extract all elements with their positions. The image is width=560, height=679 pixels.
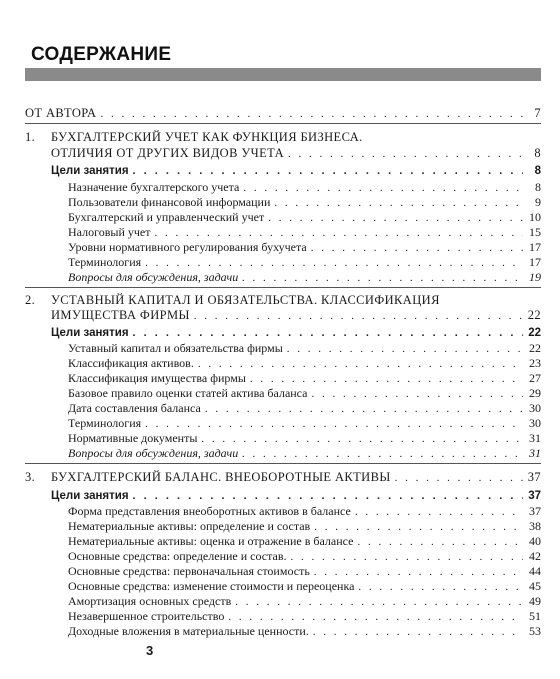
chapter-title-line1: БУХГАЛТЕРСКИЙ УЧЕТ КАК ФУНКЦИЯ БИЗНЕСА. xyxy=(51,130,363,144)
leader-dots xyxy=(314,565,523,579)
toc-page-number: 22 xyxy=(528,327,541,339)
goals-label: Цели занятия xyxy=(51,165,129,177)
toc-item-label: Вопросы для обсуждения, задачи xyxy=(68,270,239,284)
toc-item[interactable] xyxy=(68,210,541,225)
toc-page-number: 29 xyxy=(529,386,541,400)
toc-item[interactable] xyxy=(68,356,541,371)
toc-page-number: 22 xyxy=(529,341,541,355)
toc-page-number: 42 xyxy=(529,549,541,563)
leader-dots xyxy=(243,181,523,195)
toc-item-label: Налоговый учет xyxy=(68,225,151,239)
leader-dots xyxy=(198,357,523,371)
toc-item[interactable] xyxy=(68,534,541,549)
toc-item-label: Нематериальные активы: оценка и отражение в балансе xyxy=(68,534,354,548)
toc-item-label: Вопросы для обсуждения, задачи xyxy=(68,446,239,460)
toc-item[interactable] xyxy=(68,504,541,519)
leader-dots xyxy=(205,402,523,416)
toc-item[interactable] xyxy=(68,371,541,386)
toc-item-label: Пользователи финансовой информации xyxy=(68,195,271,209)
toc-item[interactable] xyxy=(68,564,541,579)
toc-item-label: Бухгалтерский и управленческий учет xyxy=(68,210,265,224)
toc-page-number: 27 xyxy=(529,371,541,385)
toc-page-number: 23 xyxy=(529,356,541,370)
toc-page-number: 31 xyxy=(529,446,541,460)
toc-item[interactable] xyxy=(68,609,541,624)
chapter-title-line2: ОТЛИЧИЯ ОТ ДРУГИХ ВИДОВ УЧЕТА xyxy=(51,146,284,160)
toc-chapter-2-line1[interactable] xyxy=(25,293,541,307)
toc-page-number: 17 xyxy=(529,255,541,269)
toc-item[interactable] xyxy=(68,270,541,285)
leader-dots xyxy=(194,309,523,323)
leader-dots xyxy=(357,535,523,549)
toc-chapter-1-line1[interactable] xyxy=(25,130,541,144)
toc-item[interactable] xyxy=(68,446,541,461)
toc-page-number: 49 xyxy=(529,594,541,608)
leader-dots xyxy=(228,610,523,624)
leader-dots xyxy=(355,505,523,519)
toc-goals[interactable] xyxy=(51,326,541,340)
leader-dots xyxy=(274,196,523,210)
leader-dots xyxy=(100,107,523,121)
leader-dots xyxy=(288,147,523,161)
toc-item[interactable] xyxy=(68,386,541,401)
toc-item[interactable] xyxy=(68,195,541,210)
toc-item-label: Уставный капитал и обязательства фирмы xyxy=(68,341,283,355)
toc-item[interactable] xyxy=(68,401,541,416)
toc-goals[interactable] xyxy=(51,164,541,178)
toc-page-number: 37 xyxy=(527,470,541,484)
leader-dots xyxy=(133,489,523,503)
chapter-title-line1: УСТАВНЫЙ КАПИТАЛ И ОБЯЗАТЕЛЬСТВА. КЛАССИФИКАЦИЯ xyxy=(51,293,440,307)
toc-item[interactable] xyxy=(68,549,541,564)
toc-page-number: 53 xyxy=(529,624,541,638)
leader-dots xyxy=(395,471,523,485)
section-divider xyxy=(25,287,541,288)
chapter-title-line1: БУХГАЛТЕРСКИЙ БАЛАНС. ВНЕОБОРОТНЫЕ АКТИВЫ xyxy=(51,470,391,484)
toc-chapter-3[interactable] xyxy=(25,470,541,485)
section-divider xyxy=(25,463,541,464)
toc-page-number: 17 xyxy=(529,240,541,254)
toc-item-label: Основные средства: изменение стоимости и переоценка xyxy=(68,579,355,593)
toc-page-number: 37 xyxy=(528,490,541,502)
toc-page-number: 30 xyxy=(529,416,541,430)
toc-item-label: Доходные вложения в материальные ценности. xyxy=(68,624,309,638)
toc-item[interactable] xyxy=(68,594,541,609)
toc-entry-label: ОТ АВТОРА xyxy=(25,106,97,120)
leader-dots xyxy=(145,256,523,270)
toc-page-number: 8 xyxy=(534,165,541,177)
leader-dots xyxy=(314,520,523,534)
toc-item-label: Нормативные документы xyxy=(68,431,198,445)
page-title: СОДЕРЖАНИЕ xyxy=(31,44,172,65)
chapter-number: 3. xyxy=(25,470,36,484)
toc-page-number: 22 xyxy=(527,308,541,322)
leader-dots xyxy=(201,432,523,446)
goals-label: Цели занятия xyxy=(51,490,129,502)
toc-chapter-2-line2[interactable] xyxy=(51,308,541,323)
leader-dots xyxy=(145,417,523,431)
leader-dots xyxy=(358,580,523,594)
leader-dots xyxy=(133,326,523,340)
chapter-title-line2: ИМУЩЕСТВА ФИРМЫ xyxy=(51,308,190,322)
toc-page-number: 7 xyxy=(534,106,541,120)
toc-item[interactable] xyxy=(68,624,541,639)
toc-page-number: 9 xyxy=(535,195,541,209)
goals-label: Цели занятия xyxy=(51,327,129,339)
chapter-number: 2. xyxy=(25,293,36,307)
leader-dots xyxy=(250,372,523,386)
toc-page-number: 38 xyxy=(529,519,541,533)
toc-item[interactable] xyxy=(68,416,541,431)
toc-item-label: Амортизация основных средств xyxy=(68,594,232,608)
toc-page-number: 31 xyxy=(529,431,541,445)
toc-item-label: Терминология xyxy=(68,255,142,269)
leader-dots xyxy=(313,625,523,639)
toc-item[interactable] xyxy=(68,180,541,195)
toc-item-label: Основные средства: первоначальная стоимость xyxy=(68,564,310,578)
toc-item[interactable] xyxy=(68,255,541,270)
toc-item[interactable] xyxy=(68,240,541,255)
leader-dots xyxy=(133,164,523,178)
page-number-footer: 3 xyxy=(146,643,154,658)
leader-dots xyxy=(235,595,523,609)
toc-item-label: Терминология xyxy=(68,416,142,430)
leader-dots xyxy=(287,342,523,356)
chapter-number: 1. xyxy=(25,130,36,144)
toc-page-number: 40 xyxy=(529,534,541,548)
leader-dots xyxy=(291,550,524,564)
toc-page-number: 44 xyxy=(529,564,541,578)
toc-item-label: Базовое правило оценки статей актива баланса xyxy=(68,386,308,400)
toc-item[interactable] xyxy=(68,431,541,446)
toc-page-number: 10 xyxy=(529,210,541,224)
toc-page-number: 8 xyxy=(535,180,541,194)
toc-item-label: Классификация активов. xyxy=(68,356,194,370)
toc-page-number: 19 xyxy=(529,270,541,284)
toc-item-label: Форма представления внеоборотных активов в балансе xyxy=(68,504,351,518)
toc-item-label: Основные средства: определение и состав. xyxy=(68,549,287,563)
toc-page-number: 45 xyxy=(529,579,541,593)
toc-entry-intro[interactable] xyxy=(25,106,541,121)
toc-item-label: Классификация имущества фирмы xyxy=(68,371,246,385)
leader-dots xyxy=(311,387,523,401)
toc-item-label: Назначение бухгалтерского учета xyxy=(68,180,240,194)
toc-item[interactable] xyxy=(68,519,541,534)
toc-item[interactable] xyxy=(68,579,541,594)
toc-chapter-1-line2[interactable] xyxy=(51,146,541,161)
toc-page-number: 30 xyxy=(529,401,541,415)
toc-item-label: Незавершенное строительство xyxy=(68,609,225,623)
leader-dots xyxy=(268,211,523,225)
toc-page-number: 15 xyxy=(529,225,541,239)
toc-goals[interactable] xyxy=(51,489,541,503)
leader-dots xyxy=(242,447,523,461)
toc-page-number: 51 xyxy=(529,609,541,623)
leader-dots xyxy=(154,226,523,240)
toc-item-label: Нематериальные активы: определение и состав xyxy=(68,519,311,533)
section-divider xyxy=(25,123,541,124)
toc-item-label: Дата составления баланса xyxy=(68,401,201,415)
leader-dots xyxy=(311,241,523,255)
toc-item[interactable] xyxy=(68,225,541,240)
toc-item-label: Уровни нормативного регулирования бухучета xyxy=(68,240,307,254)
toc-item[interactable] xyxy=(68,341,541,356)
toc-page-number: 8 xyxy=(534,146,541,160)
toc-page-number: 37 xyxy=(529,504,541,518)
leader-dots xyxy=(242,271,523,285)
